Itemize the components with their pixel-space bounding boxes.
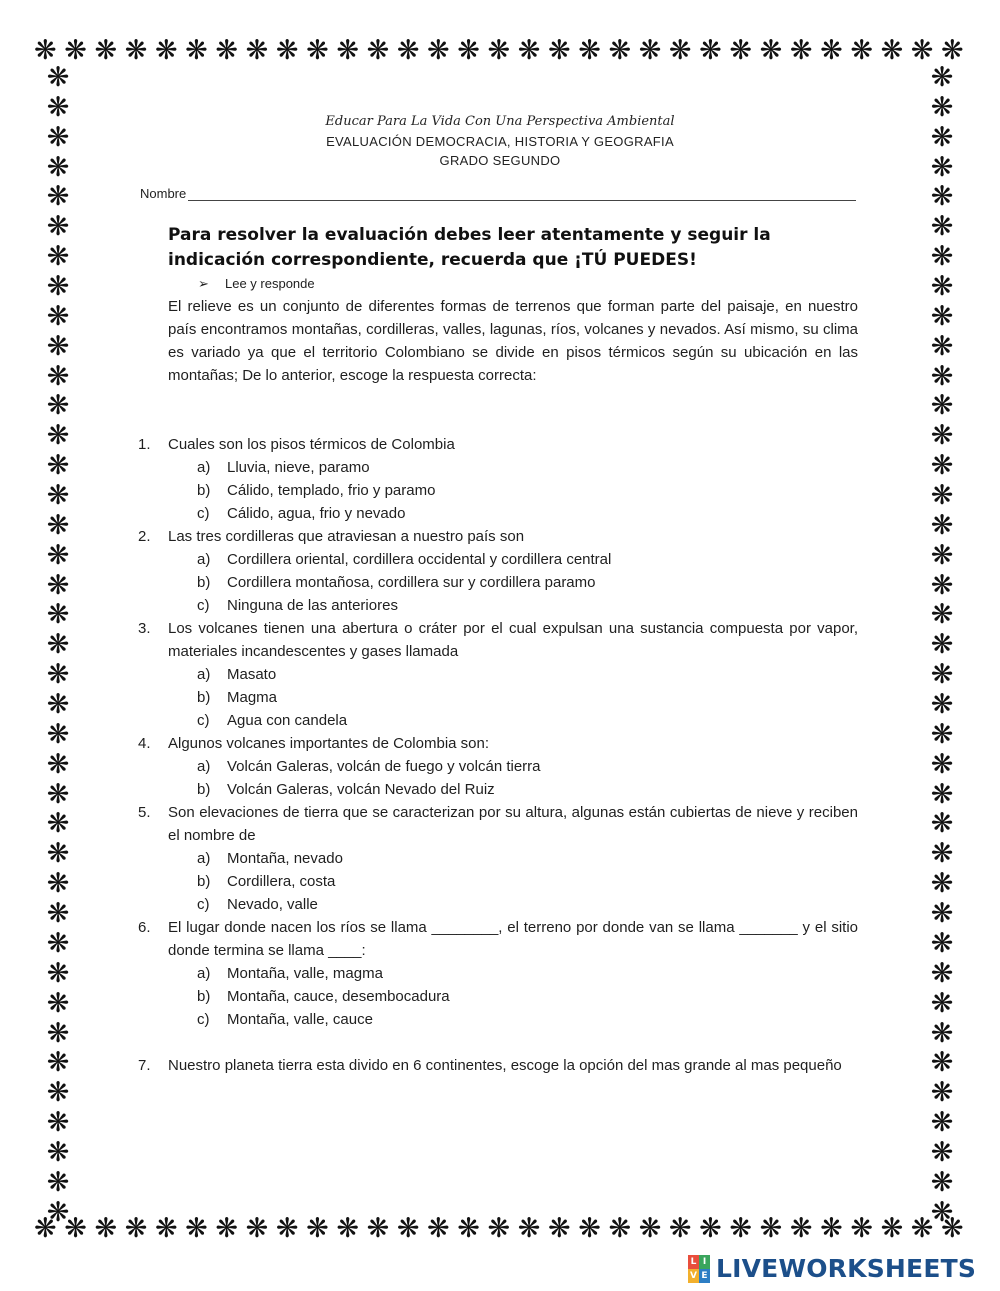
name-field[interactable] [140, 186, 856, 201]
option-text: Magma [227, 689, 278, 706]
flower-ornament-icon: ❋ [336, 1212, 359, 1244]
flower-ornament-icon: ❋ [930, 360, 954, 392]
option-text: Volcán Galeras, volcán Nevado del Ruiz [227, 781, 495, 798]
flower-ornament-icon: ❋ [941, 1212, 964, 1244]
option-letter: b) [197, 482, 211, 499]
flower-ornament-icon: ❋ [638, 1212, 662, 1244]
flower-ornament-icon: ❋ [46, 1166, 70, 1198]
arrow-icon: ➢ [198, 276, 209, 291]
flower-ornament-icon: ❋ [930, 539, 954, 571]
option-letter: a) [197, 758, 211, 775]
flower-ornament-icon: ❋ [930, 1166, 954, 1198]
flower-ornament-icon: ❋ [46, 62, 70, 93]
flower-ornament-icon: ❋ [46, 1077, 70, 1109]
flower-ornament-icon: ❋ [215, 34, 239, 66]
answer-option[interactable] [197, 755, 858, 778]
instruction-text: Lee y responde [225, 276, 315, 291]
instruction-bullet [198, 276, 315, 292]
flower-ornament-icon: ❋ [930, 330, 954, 362]
flower-ornament-icon: ❋ [275, 1212, 299, 1244]
answer-option[interactable] [197, 479, 858, 502]
question-text: Nuestro planeta tierra esta divido en 6 continentes, escoge la opción del mas grande al mas pequeño [168, 1057, 842, 1074]
flower-ornament-icon: ❋ [930, 659, 954, 691]
flower-ornament-icon: ❋ [930, 509, 954, 541]
question-5 [138, 801, 858, 847]
flower-ornament-icon: ❋ [930, 718, 954, 750]
flower-ornament-icon: ❋ [46, 718, 70, 750]
flower-ornament-icon: ❋ [427, 1212, 450, 1244]
question-7 [138, 1054, 858, 1077]
flower-ornament-icon: ❋ [46, 509, 70, 541]
evaluation-title: EVALUACIÓN DEMOCRACIA, HISTORIA Y GEOGRAFIA [326, 134, 674, 149]
option-text: Montaña, valle, magma [227, 965, 383, 982]
flower-ornament-icon: ❋ [850, 1212, 873, 1244]
flower-ornament-icon: ❋ [336, 34, 359, 66]
flower-ornament-icon: ❋ [46, 360, 70, 392]
liveworksheets-logo [688, 1254, 976, 1283]
flower-ornament-icon: ❋ [729, 34, 753, 66]
question-text: Son elevaciones de tierra que se caracterizan por su altura, algunas están cubiertas de nieve y reciben el nombre de [168, 804, 858, 844]
flower-ornament-icon: ❋ [46, 808, 70, 840]
flower-ornament-icon: ❋ [930, 868, 954, 900]
answer-option[interactable] [197, 709, 858, 732]
flower-ornament-icon: ❋ [46, 211, 70, 243]
flower-ornament-icon: ❋ [930, 927, 954, 959]
option-letter: a) [197, 965, 211, 982]
option-text: Montaña, valle, cauce [227, 1011, 373, 1028]
flower-ornament-icon: ❋ [46, 1017, 70, 1049]
flower-ornament-icon: ❋ [517, 34, 541, 66]
flower-ornament-icon: ❋ [46, 689, 70, 721]
flower-ornament-icon: ❋ [94, 1212, 118, 1244]
question-number: 6. [138, 919, 151, 936]
flower-ornament-icon: ❋ [46, 480, 70, 512]
flower-ornament-icon: ❋ [930, 390, 954, 422]
flower-ornament-icon: ❋ [578, 34, 601, 66]
flower-ornament-icon: ❋ [46, 927, 70, 959]
flower-ornament-icon: ❋ [46, 539, 70, 571]
name-label: Nombre [140, 186, 187, 201]
top-border [34, 34, 964, 66]
flower-ornament-icon: ❋ [46, 420, 70, 452]
flower-ornament-icon: ❋ [517, 1212, 541, 1244]
question-2 [138, 525, 858, 548]
flower-ornament-icon: ❋ [789, 1212, 813, 1244]
answer-option[interactable] [197, 594, 858, 617]
flower-ornament-icon: ❋ [930, 599, 954, 631]
flower-ornament-icon: ❋ [820, 1212, 843, 1244]
option-text: Agua con candela [227, 712, 348, 729]
flower-ornament-icon: ❋ [930, 62, 954, 93]
flower-ornament-icon: ❋ [930, 480, 954, 512]
flower-ornament-icon: ❋ [245, 1212, 269, 1244]
flower-ornament-icon: ❋ [699, 1212, 722, 1244]
option-text: Montaña, cauce, desembocadura [227, 988, 450, 1005]
flower-ornament-icon: ❋ [930, 1047, 954, 1079]
flower-ornament-icon: ❋ [930, 838, 954, 870]
flower-ornament-icon: ❋ [46, 659, 70, 691]
question-number: 4. [138, 735, 151, 752]
flower-ornament-icon: ❋ [34, 34, 57, 66]
option-text: Ninguna de las anteriores [227, 597, 398, 614]
intro-instruction: Para resolver la evaluación debes leer atentamente y seguir la indicación correspondiente, recuerda que ¡TÚ PUEDES! [168, 225, 771, 270]
flower-ornament-icon: ❋ [789, 34, 813, 66]
flower-ornament-icon: ❋ [729, 1212, 753, 1244]
answer-option[interactable] [197, 502, 858, 525]
question-text: Los volcanes tienen una abertura o cráter por el cual expulsan una sustancia compuesta por vapor, materiales incandescentes y gases llamada [168, 620, 858, 660]
flower-ornament-icon: ❋ [94, 34, 118, 66]
flower-ornament-icon: ❋ [930, 91, 954, 123]
flower-ornament-icon: ❋ [930, 1077, 954, 1109]
flower-ornament-icon: ❋ [46, 599, 70, 631]
flower-ornament-icon: ❋ [46, 91, 70, 123]
logo-text: LIVEWORKSHEETS [716, 1254, 977, 1283]
flower-ornament-icon: ❋ [46, 300, 70, 332]
flower-ornament-icon: ❋ [930, 181, 954, 213]
flower-ornament-icon: ❋ [396, 34, 420, 66]
flower-ornament-icon: ❋ [930, 629, 954, 661]
flower-ornament-icon: ❋ [46, 868, 70, 900]
question-text: Las tres cordilleras que atraviesan a nuestro país son [168, 528, 525, 545]
option-text: Cordillera, costa [227, 873, 336, 890]
option-text: Cordillera montañosa, cordillera sur y cordillera paramo [227, 574, 596, 591]
option-text: Volcán Galeras, volcán de fuego y volcán tierra [227, 758, 541, 775]
question-number: 7. [138, 1057, 151, 1074]
flower-ornament-icon: ❋ [930, 808, 954, 840]
flower-ornament-icon: ❋ [34, 1212, 57, 1244]
flower-ornament-icon: ❋ [930, 748, 954, 780]
question-6 [138, 916, 858, 962]
flower-ornament-icon: ❋ [930, 569, 954, 601]
flower-ornament-icon: ❋ [547, 1212, 571, 1244]
bottom-border [34, 1212, 964, 1244]
flower-ornament-icon: ❋ [185, 34, 208, 66]
flower-ornament-icon: ❋ [941, 34, 964, 66]
flower-ornament-icon: ❋ [306, 34, 329, 66]
option-letter: b) [197, 873, 211, 890]
question-text: El lugar donde nacen los ríos se llama ________, el terreno por donde van se llama _______ y el sitio donde termina se llama ____: [168, 919, 858, 959]
option-text: Montaña, nevado [227, 850, 343, 867]
flower-ornament-icon: ❋ [275, 34, 299, 66]
option-letter: b) [197, 988, 211, 1005]
flower-ornament-icon: ❋ [245, 34, 269, 66]
option-text: Cálido, agua, frio y nevado [227, 505, 406, 522]
flower-ornament-icon: ❋ [930, 211, 954, 243]
flower-ornament-icon: ❋ [46, 181, 70, 213]
flower-ornament-icon: ❋ [930, 987, 954, 1019]
question-text: Algunos volcanes importantes de Colombia son: [168, 735, 490, 752]
flower-ornament-icon: ❋ [46, 1107, 70, 1139]
flower-ornament-icon: ❋ [930, 300, 954, 332]
flower-ornament-icon: ❋ [930, 898, 954, 930]
flower-ornament-icon: ❋ [457, 1212, 480, 1244]
flower-ornament-icon: ❋ [759, 1212, 783, 1244]
option-letter: b) [197, 574, 211, 591]
flower-ornament-icon: ❋ [487, 1212, 511, 1244]
question-1 [138, 433, 858, 456]
question-number: 5. [138, 804, 151, 821]
flower-ornament-icon: ❋ [850, 34, 873, 66]
answer-option[interactable] [197, 686, 858, 709]
flower-ornament-icon: ❋ [910, 34, 934, 66]
flower-ornament-icon: ❋ [64, 34, 87, 66]
questions-1-6 [138, 433, 858, 1031]
flower-ornament-icon: ❋ [930, 1136, 954, 1168]
flower-ornament-icon: ❋ [46, 450, 70, 482]
flower-ornament-icon: ❋ [930, 241, 954, 273]
flower-ornament-icon: ❋ [930, 1107, 954, 1139]
option-letter: b) [197, 689, 211, 706]
flower-ornament-icon: ❋ [124, 1212, 148, 1244]
flower-ornament-icon: ❋ [366, 34, 390, 66]
flower-ornament-icon: ❋ [880, 1212, 904, 1244]
flower-ornament-icon: ❋ [46, 1196, 70, 1228]
flower-ornament-icon: ❋ [880, 34, 904, 66]
flower-ornament-icon: ❋ [46, 838, 70, 870]
flower-ornament-icon: ❋ [396, 1212, 420, 1244]
option-letter: c) [197, 896, 210, 913]
flower-ornament-icon: ❋ [46, 1047, 70, 1079]
flower-ornament-icon: ❋ [366, 1212, 390, 1244]
option-letter: b) [197, 781, 211, 798]
flower-ornament-icon: ❋ [185, 1212, 208, 1244]
option-letter: c) [197, 712, 210, 729]
question-4 [138, 732, 858, 755]
option-letter: c) [197, 1011, 210, 1028]
option-text: Masato [227, 666, 277, 683]
option-text: Lluvia, nieve, paramo [227, 459, 370, 476]
answer-option[interactable] [197, 663, 858, 686]
flower-ornament-icon: ❋ [608, 34, 632, 66]
school-motto: Educar Para La Vida Con Una Perspectiva Ambiental [325, 114, 675, 129]
question-number: 1. [138, 436, 151, 453]
option-text: Cordillera oriental, cordillera occidental y cordillera central [227, 551, 612, 568]
option-letter: c) [197, 597, 210, 614]
flower-ornament-icon: ❋ [930, 450, 954, 482]
logo-icon: L I V E [688, 1255, 710, 1283]
flower-ornament-icon: ❋ [46, 629, 70, 661]
flower-ornament-icon: ❋ [154, 34, 178, 66]
answer-option[interactable] [197, 985, 858, 1008]
name-underline[interactable] [188, 188, 856, 201]
grade-label: GRADO SEGUNDO [439, 153, 561, 168]
flower-ornament-icon: ❋ [46, 330, 70, 362]
option-text: Nevado, valle [227, 896, 318, 913]
answer-option[interactable] [197, 847, 858, 870]
flower-ornament-icon: ❋ [930, 1196, 954, 1228]
flower-ornament-icon: ❋ [46, 1136, 70, 1168]
question-number: 2. [138, 528, 151, 545]
flower-ornament-icon: ❋ [930, 151, 954, 183]
flower-ornament-icon: ❋ [46, 957, 70, 989]
reading-paragraph: El relieve es un conjunto de diferentes formas de terrenos que forman parte del paisaje, en nuestro país encontramos montañas, cordilleras, valles, lagunas, ríos, volcanes y nevados. Así mismo, su clima es variado ya que el territorio Colombiano se divide en pisos térmicos según su ubicación en las montañas; De lo anterior, escoge la respuesta correcta: [168, 298, 858, 384]
option-letter: a) [197, 459, 211, 476]
option-letter: a) [197, 666, 211, 683]
flower-ornament-icon: ❋ [46, 748, 70, 780]
question-text: Cuales son los pisos térmicos de Colombia [168, 436, 455, 453]
answer-option[interactable] [197, 1008, 858, 1031]
flower-ornament-icon: ❋ [46, 569, 70, 601]
answer-option[interactable] [197, 870, 858, 893]
option-letter: a) [197, 850, 211, 867]
question-number: 3. [138, 620, 151, 637]
flower-ornament-icon: ❋ [46, 987, 70, 1019]
flower-ornament-icon: ❋ [578, 1212, 601, 1244]
flower-ornament-icon: ❋ [64, 1212, 87, 1244]
flower-ornament-icon: ❋ [487, 34, 511, 66]
answer-option[interactable] [197, 962, 858, 985]
answer-option[interactable] [197, 778, 858, 801]
flower-ornament-icon: ❋ [46, 271, 70, 303]
flower-ornament-icon: ❋ [668, 1212, 692, 1244]
flower-ornament-icon: ❋ [306, 1212, 329, 1244]
flower-ornament-icon: ❋ [608, 1212, 632, 1244]
flower-ornament-icon: ❋ [910, 1212, 934, 1244]
right-border [926, 64, 958, 1226]
flower-ornament-icon: ❋ [930, 1017, 954, 1049]
flower-ornament-icon: ❋ [930, 957, 954, 989]
flower-ornament-icon: ❋ [820, 34, 843, 66]
flower-ornament-icon: ❋ [547, 34, 571, 66]
flower-ornament-icon: ❋ [930, 121, 954, 153]
question-7-block [138, 1054, 858, 1077]
answer-option[interactable] [197, 548, 858, 571]
flower-ornament-icon: ❋ [930, 689, 954, 721]
answer-option[interactable] [197, 893, 858, 916]
flower-ornament-icon: ❋ [457, 34, 480, 66]
flower-ornament-icon: ❋ [46, 121, 70, 153]
left-border [42, 64, 74, 1226]
answer-option[interactable] [197, 456, 858, 479]
flower-ornament-icon: ❋ [46, 778, 70, 810]
flower-ornament-icon: ❋ [46, 151, 70, 183]
question-3 [138, 617, 858, 663]
flower-ornament-icon: ❋ [638, 34, 662, 66]
flower-ornament-icon: ❋ [124, 34, 148, 66]
flower-ornament-icon: ❋ [930, 420, 954, 452]
flower-ornament-icon: ❋ [427, 34, 450, 66]
flower-ornament-icon: ❋ [699, 34, 722, 66]
answer-option[interactable] [197, 571, 858, 594]
flower-ornament-icon: ❋ [759, 34, 783, 66]
flower-ornament-icon: ❋ [46, 390, 70, 422]
flower-ornament-icon: ❋ [46, 241, 70, 273]
flower-ornament-icon: ❋ [46, 898, 70, 930]
option-letter: c) [197, 505, 210, 522]
option-text: Cálido, templado, frio y paramo [227, 482, 436, 499]
flower-ornament-icon: ❋ [154, 1212, 178, 1244]
flower-ornament-icon: ❋ [668, 34, 692, 66]
option-letter: a) [197, 551, 211, 568]
flower-ornament-icon: ❋ [215, 1212, 239, 1244]
flower-ornament-icon: ❋ [930, 271, 954, 303]
flower-ornament-icon: ❋ [930, 778, 954, 810]
